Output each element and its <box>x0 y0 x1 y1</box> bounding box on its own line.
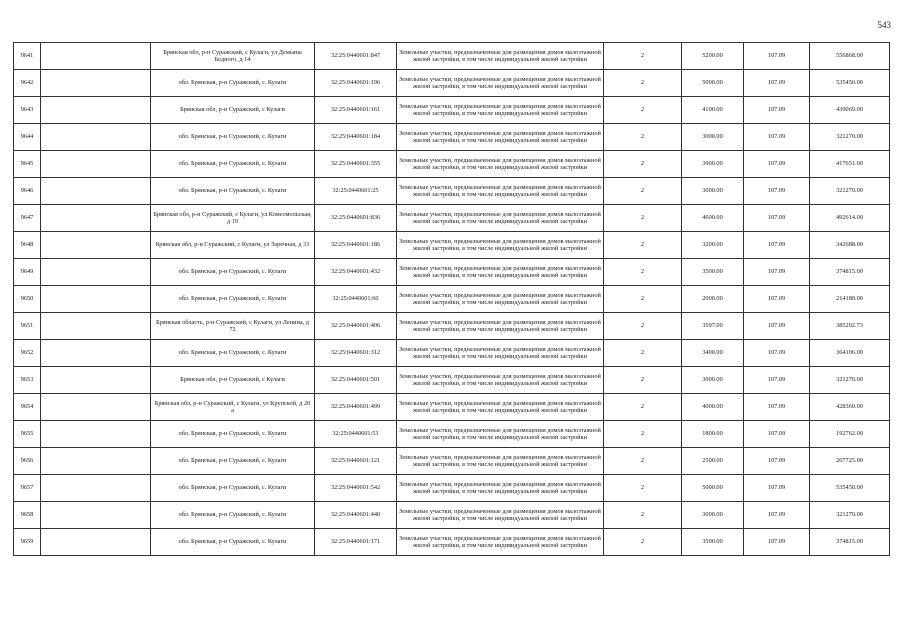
row-cadastral-value: 321270.00 <box>810 178 890 205</box>
row-address: обл. Брянская, р-н Суражский, с. Кулаги <box>151 124 315 151</box>
table-row <box>14 394 890 421</box>
row-cadastral-value: 535450.00 <box>810 475 890 502</box>
row-cadastral-number: 32:25:0440601:847 <box>315 43 397 70</box>
row-group: 2 <box>604 421 682 448</box>
row-address: Брянская обл, р-н Суражский, с Кулаги, ул Комсомольская, д 19 <box>151 205 315 232</box>
row-number: 9654 <box>14 394 41 421</box>
table-row <box>14 178 890 205</box>
row-gap <box>41 232 151 259</box>
table-row <box>14 502 890 529</box>
row-address: Брянская область, р-н Суражский, с Кулаги, ул Ленина, д 72 <box>151 313 315 340</box>
row-rate: 107.09 <box>744 178 810 205</box>
row-cadastral-number: 32:25:0440601:501 <box>315 367 397 394</box>
row-land-use: Земельные участки, предназначенные для размещения домов малоэтажной жилой застройки, в том числе индивидуальной жилой застройки <box>397 394 604 421</box>
row-land-use: Земельные участки, предназначенные для размещения домов малоэтажной жилой застройки, в том числе индивидуальной жилой застройки <box>397 529 604 556</box>
row-rate: 107.09 <box>744 205 810 232</box>
row-group: 2 <box>604 313 682 340</box>
row-address: обл. Брянская, р-н Суражский, с. Кулаги <box>151 421 315 448</box>
row-cadastral-number: 32:25:0440601:542 <box>315 475 397 502</box>
row-group: 2 <box>604 97 682 124</box>
row-address: обл. Брянская, р-н Суражский, с. Кулаги <box>151 502 315 529</box>
table-row <box>14 70 890 97</box>
row-land-use: Земельные участки, предназначенные для размещения домов малоэтажной жилой застройки, в том числе индивидуальной жилой застройки <box>397 340 604 367</box>
row-group: 2 <box>604 205 682 232</box>
row-area: 3500.00 <box>682 529 744 556</box>
row-area: 2000.00 <box>682 286 744 313</box>
row-number: 9650 <box>14 286 41 313</box>
row-cadastral-number: 32:25:0440601:432 <box>315 259 397 286</box>
row-area: 3500.00 <box>682 259 744 286</box>
row-cadastral-number: 32:25:0440601:312 <box>315 340 397 367</box>
row-rate: 107.09 <box>744 43 810 70</box>
row-rate: 107.09 <box>744 313 810 340</box>
row-land-use: Земельные участки, предназначенные для размещения домов малоэтажной жилой застройки, в том числе индивидуальной жилой застройки <box>397 43 604 70</box>
row-cadastral-number: 32:25:0440601:499 <box>315 394 397 421</box>
row-gap <box>41 313 151 340</box>
row-gap <box>41 340 151 367</box>
row-cadastral-value: 214180.00 <box>810 286 890 313</box>
row-area: 5000.00 <box>682 70 744 97</box>
row-number: 9652 <box>14 340 41 367</box>
row-rate: 107.09 <box>744 475 810 502</box>
row-number: 9646 <box>14 178 41 205</box>
row-cadastral-value: 364106.00 <box>810 340 890 367</box>
row-address: Брянская обл, р-н Суражский, с Кулаги <box>151 367 315 394</box>
row-cadastral-value: 267725.00 <box>810 448 890 475</box>
table-row <box>14 340 890 367</box>
row-cadastral-value: 385202.73 <box>810 313 890 340</box>
row-number: 9658 <box>14 502 41 529</box>
row-land-use: Земельные участки, предназначенные для размещения домов малоэтажной жилой застройки, в том числе индивидуальной жилой застройки <box>397 367 604 394</box>
row-land-use: Земельные участки, предназначенные для размещения домов малоэтажной жилой застройки, в том числе индивидуальной жилой застройки <box>397 475 604 502</box>
page-number: 543 <box>877 20 891 30</box>
row-cadastral-value: 492614.00 <box>810 205 890 232</box>
row-rate: 107.09 <box>744 394 810 421</box>
row-land-use: Земельные участки, предназначенные для размещения домов малоэтажной жилой застройки, в том числе индивидуальной жилой застройки <box>397 421 604 448</box>
row-address: обл. Брянская, р-н Суражский, с. Кулаги <box>151 151 315 178</box>
row-cadastral-number: 32:25:0440601:161 <box>315 97 397 124</box>
row-group: 2 <box>604 286 682 313</box>
row-cadastral-value: 417651.00 <box>810 151 890 178</box>
row-area: 5200.00 <box>682 43 744 70</box>
row-land-use: Земельные участки, предназначенные для размещения домов малоэтажной жилой застройки, в том числе индивидуальной жилой застройки <box>397 151 604 178</box>
row-cadastral-value: 428360.00 <box>810 394 890 421</box>
row-gap <box>41 448 151 475</box>
row-group: 2 <box>604 394 682 421</box>
row-area: 3000.00 <box>682 367 744 394</box>
row-address: обл. Брянская, р-н Суражский, с. Кулаги <box>151 70 315 97</box>
row-area: 3000.00 <box>682 502 744 529</box>
row-address: обл. Брянская, р-н Суражский, с. Кулаги <box>151 178 315 205</box>
row-group: 2 <box>604 448 682 475</box>
row-group: 2 <box>604 529 682 556</box>
row-address: Брянская обл, р-н Суражский, с Кулаги, ул Демьяна Бедного, д 14 <box>151 43 315 70</box>
row-cadastral-value: 374815.00 <box>810 529 890 556</box>
row-cadastral-number: 32:25:0440601:121 <box>315 448 397 475</box>
row-number: 9656 <box>14 448 41 475</box>
row-gap <box>41 124 151 151</box>
row-gap <box>41 421 151 448</box>
row-cadastral-value: 439069.00 <box>810 97 890 124</box>
row-group: 2 <box>604 43 682 70</box>
row-address: Брянская обл, р-н Суражский, с Кулаги, ул Крупской, д 20 а <box>151 394 315 421</box>
row-address: обл. Брянская, р-н Суражский, с. Кулаги <box>151 448 315 475</box>
row-cadastral-number: 32:25:0440601:355 <box>315 151 397 178</box>
row-cadastral-number: 32:25:0440601:53 <box>315 421 397 448</box>
row-group: 2 <box>604 151 682 178</box>
table-row <box>14 421 890 448</box>
row-area: 4100.00 <box>682 97 744 124</box>
row-group: 2 <box>604 367 682 394</box>
row-address: Брянская обл, р-н Суражский, с Кулаги <box>151 97 315 124</box>
row-rate: 107.09 <box>744 286 810 313</box>
row-rate: 107.09 <box>744 232 810 259</box>
row-area: 3000.00 <box>682 124 744 151</box>
row-gap <box>41 178 151 205</box>
row-number: 9657 <box>14 475 41 502</box>
row-address: Брянская обл, р-н Суражский, с Кулаги, ул Заречная, д 33 <box>151 232 315 259</box>
row-gap <box>41 529 151 556</box>
row-rate: 107.09 <box>744 367 810 394</box>
row-cadastral-number: 32:25:0440601:406 <box>315 313 397 340</box>
row-rate: 107.09 <box>744 124 810 151</box>
row-cadastral-number: 32:25:0440601:836 <box>315 205 397 232</box>
row-gap <box>41 70 151 97</box>
row-group: 2 <box>604 259 682 286</box>
table-row <box>14 286 890 313</box>
row-gap <box>41 367 151 394</box>
row-cadastral-value: 192762.00 <box>810 421 890 448</box>
row-cadastral-value: 374815.00 <box>810 259 890 286</box>
row-land-use: Земельные участки, предназначенные для размещения домов малоэтажной жилой застройки, в том числе индивидуальной жилой застройки <box>397 502 604 529</box>
row-rate: 107.09 <box>744 340 810 367</box>
row-group: 2 <box>604 124 682 151</box>
row-address: обл. Брянская, р-н Суражский, с. Кулаги <box>151 529 315 556</box>
table-row <box>14 124 890 151</box>
row-rate: 107.09 <box>744 502 810 529</box>
row-gap <box>41 259 151 286</box>
land-plot-table <box>13 42 890 556</box>
row-number: 9649 <box>14 259 41 286</box>
row-land-use: Земельные участки, предназначенные для размещения домов малоэтажной жилой застройки, в том числе индивидуальной жилой застройки <box>397 232 604 259</box>
row-rate: 107.09 <box>744 259 810 286</box>
row-area: 1800.00 <box>682 421 744 448</box>
table-row <box>14 43 890 70</box>
row-area: 3000.00 <box>682 178 744 205</box>
row-number: 9644 <box>14 124 41 151</box>
row-cadastral-number: 32:25:0440601:25 <box>315 178 397 205</box>
row-group: 2 <box>604 340 682 367</box>
row-number: 9659 <box>14 529 41 556</box>
row-number: 9645 <box>14 151 41 178</box>
row-area: 3900.00 <box>682 151 744 178</box>
table-row <box>14 367 890 394</box>
row-area: 3597.00 <box>682 313 744 340</box>
row-number: 9655 <box>14 421 41 448</box>
row-gap <box>41 43 151 70</box>
row-cadastral-number: 32:25:0440601:171 <box>315 529 397 556</box>
row-cadastral-value: 321270.00 <box>810 367 890 394</box>
row-rate: 107.09 <box>744 70 810 97</box>
row-address: обл. Брянская, р-н Суражский, с. Кулаги <box>151 286 315 313</box>
table-row <box>14 232 890 259</box>
row-rate: 107.09 <box>744 448 810 475</box>
row-group: 2 <box>604 232 682 259</box>
row-area: 4600.00 <box>682 205 744 232</box>
row-cadastral-number: 32:25:0440601:196 <box>315 70 397 97</box>
row-area: 5000.00 <box>682 475 744 502</box>
row-cadastral-number: 32:25:0440601:186 <box>315 232 397 259</box>
row-address: обл. Брянская, р-н Суражский, с. Кулаги <box>151 475 315 502</box>
row-land-use: Земельные участки, предназначенные для размещения домов малоэтажной жилой застройки, в том числе индивидуальной жилой застройки <box>397 205 604 232</box>
table-row <box>14 97 890 124</box>
row-cadastral-value: 321270.00 <box>810 124 890 151</box>
row-land-use: Земельные участки, предназначенные для размещения домов малоэтажной жилой застройки, в том числе индивидуальной жилой застройки <box>397 286 604 313</box>
row-cadastral-value: 535450.00 <box>810 70 890 97</box>
row-area: 4000.00 <box>682 394 744 421</box>
row-number: 9642 <box>14 70 41 97</box>
row-gap <box>41 394 151 421</box>
row-group: 2 <box>604 178 682 205</box>
table-row <box>14 529 890 556</box>
row-address: обл. Брянская, р-н Суражский, с. Кулаги <box>151 340 315 367</box>
row-number: 9653 <box>14 367 41 394</box>
row-gap <box>41 97 151 124</box>
row-number: 9651 <box>14 313 41 340</box>
row-number: 9641 <box>14 43 41 70</box>
row-land-use: Земельные участки, предназначенные для размещения домов малоэтажной жилой застройки, в том числе индивидуальной жилой застройки <box>397 124 604 151</box>
row-land-use: Земельные участки, предназначенные для размещения домов малоэтажной жилой застройки, в том числе индивидуальной жилой застройки <box>397 259 604 286</box>
row-gap <box>41 151 151 178</box>
table-row <box>14 475 890 502</box>
row-rate: 107.09 <box>744 151 810 178</box>
row-address: обл. Брянская, р-н Суражский, с. Кулаги <box>151 259 315 286</box>
row-group: 2 <box>604 502 682 529</box>
row-rate: 107.09 <box>744 421 810 448</box>
row-number: 9643 <box>14 97 41 124</box>
row-cadastral-number: 32:25:0440601:184 <box>315 124 397 151</box>
row-area: 2500.00 <box>682 448 744 475</box>
row-area: 3200.00 <box>682 232 744 259</box>
row-land-use: Земельные участки, предназначенные для размещения домов малоэтажной жилой застройки, в том числе индивидуальной жилой застройки <box>397 97 604 124</box>
row-cadastral-number: 32:25:0440601:60 <box>315 286 397 313</box>
row-land-use: Земельные участки, предназначенные для размещения домов малоэтажной жилой застройки, в том числе индивидуальной жилой застройки <box>397 313 604 340</box>
table-row <box>14 259 890 286</box>
row-group: 2 <box>604 475 682 502</box>
row-number: 9647 <box>14 205 41 232</box>
row-rate: 107.09 <box>744 97 810 124</box>
row-land-use: Земельные участки, предназначенные для размещения домов малоэтажной жилой застройки, в том числе индивидуальной жилой застройки <box>397 70 604 97</box>
table-body <box>14 43 890 556</box>
row-cadastral-number: 32:25:0440601:440 <box>315 502 397 529</box>
row-gap <box>41 502 151 529</box>
row-group: 2 <box>604 70 682 97</box>
row-rate: 107.09 <box>744 529 810 556</box>
table-row <box>14 151 890 178</box>
row-land-use: Земельные участки, предназначенные для размещения домов малоэтажной жилой застройки, в том числе индивидуальной жилой застройки <box>397 448 604 475</box>
row-gap <box>41 205 151 232</box>
row-gap <box>41 475 151 502</box>
table-row <box>14 205 890 232</box>
table-row <box>14 313 890 340</box>
row-land-use: Земельные участки, предназначенные для размещения домов малоэтажной жилой застройки, в том числе индивидуальной жилой застройки <box>397 178 604 205</box>
row-number: 9648 <box>14 232 41 259</box>
row-cadastral-value: 321270.00 <box>810 502 890 529</box>
row-cadastral-value: 556868.00 <box>810 43 890 70</box>
table-row <box>14 448 890 475</box>
row-cadastral-value: 342688.00 <box>810 232 890 259</box>
row-gap <box>41 286 151 313</box>
row-area: 3400.00 <box>682 340 744 367</box>
